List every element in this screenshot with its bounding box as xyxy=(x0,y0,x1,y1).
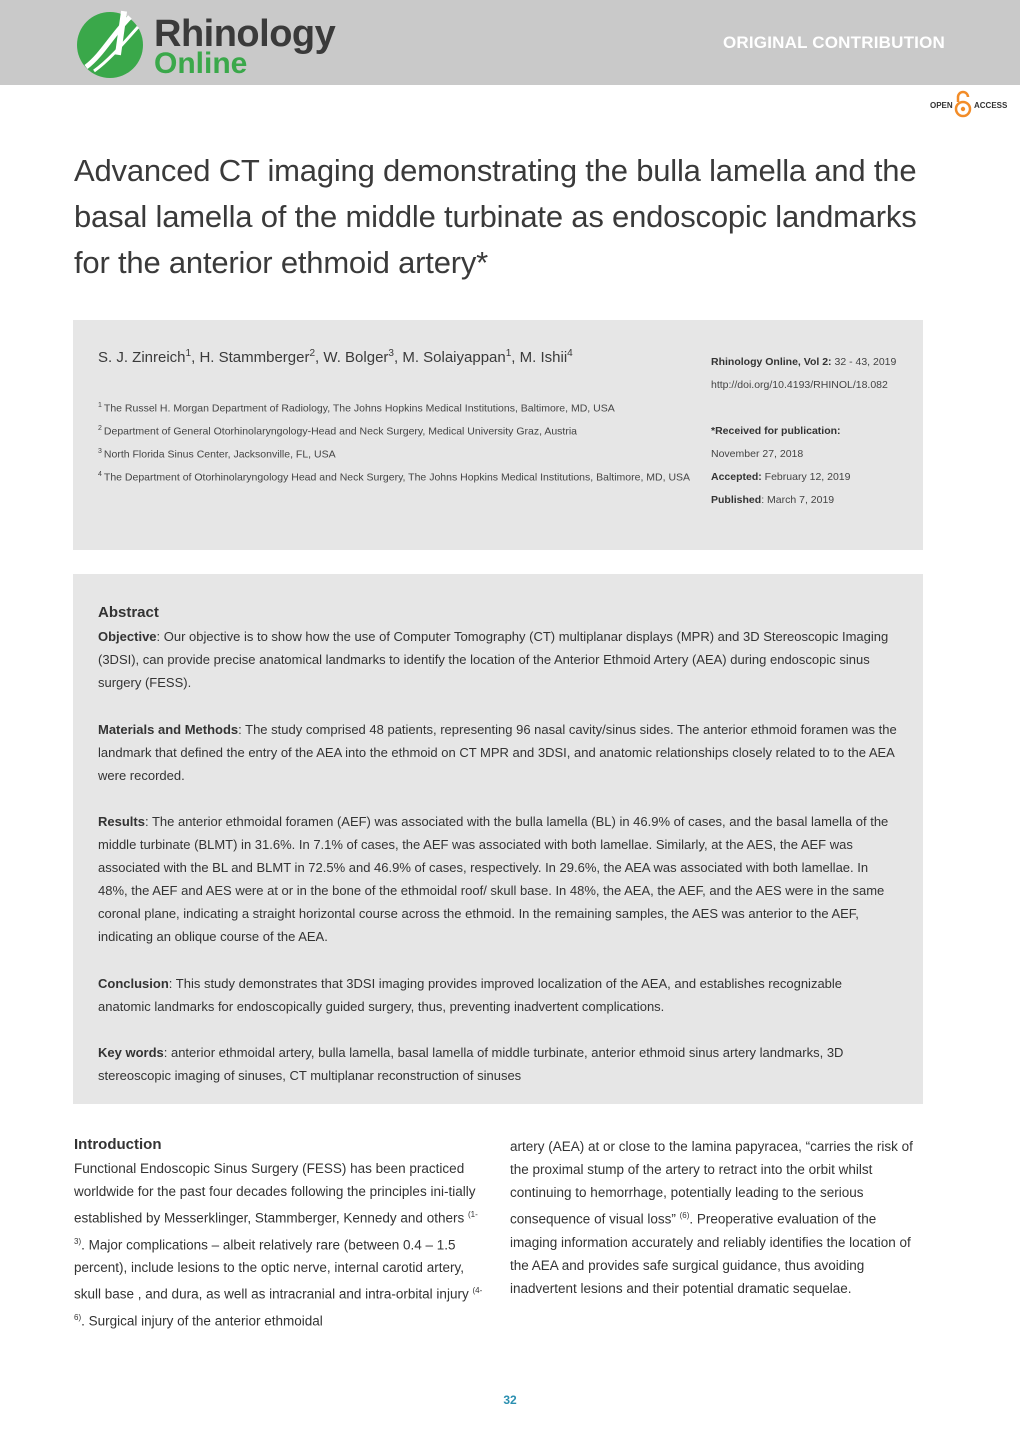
published-date: : March 7, 2019 xyxy=(761,494,835,506)
author-separator: , xyxy=(511,349,520,366)
author-affil-sup: 4 xyxy=(567,348,573,359)
intro-left-text-a: Functional Endoscopic Sinus Surgery (FESS) has been practiced worldwide for the past four decades following the principles ini-tially established by Messerklinger, Stammberger, Kennedy and others xyxy=(74,1161,476,1226)
affiliation-4 xyxy=(98,471,690,484)
received-label-text: *Received for publication: xyxy=(711,425,841,437)
author-name: S. J. Zinreich xyxy=(98,349,186,366)
journal-logo[interactable] xyxy=(72,5,362,81)
accepted-date: February 12, 2019 xyxy=(761,471,851,483)
affiliation-1 xyxy=(98,402,615,415)
open-lock-icon xyxy=(954,90,972,118)
published-label: Published xyxy=(711,494,762,506)
intro-paragraph-left xyxy=(74,1157,484,1332)
intro-right-text-b: . Preoperative evaluation of the imaging information accurately and reliably identifies the location of the AEA and provides safe surgical guidance, thus avoiding inadvertent lesions and their potential dramatic sequelae. xyxy=(510,1211,911,1296)
conclusion-label: Conclusion xyxy=(98,976,169,991)
author-affil-sup: 1 xyxy=(505,348,512,359)
author-name: M. Solaiyappan xyxy=(402,349,506,366)
published-line xyxy=(711,494,834,506)
header-bar xyxy=(0,0,1020,85)
abstract-methods xyxy=(98,718,898,787)
affiliation-text: Department of General Otorhinolaryngology-Head and Neck Surgery, Medical University Graz, Austria xyxy=(103,425,578,438)
abstract-box xyxy=(73,574,923,1104)
accepted-label: Accepted: xyxy=(711,471,762,483)
intro-left-text-c: . Surgical injury of the anterior ethmoidal xyxy=(81,1313,323,1328)
intro-right-text-a: artery (AEA) at or close to the lamina papyracea, “carries the risk of the proximal stump of the artery to retract into the orbit whilst continuing to hemorrhage, potentially leading to the serious consequence of visual loss” xyxy=(510,1139,913,1227)
abstract-conclusion xyxy=(98,972,898,1018)
abstract-keywords xyxy=(98,1041,898,1087)
page-number: 32 xyxy=(503,1393,517,1407)
logo-word-online: Online xyxy=(154,47,248,80)
journal-name: Rhinology Online, Vol 2: xyxy=(711,356,832,368)
received-date: November 27, 2018 xyxy=(711,448,804,460)
abstract-objective xyxy=(98,625,898,694)
author-name: M. Ishii xyxy=(519,349,568,366)
open-access-right-text: ACCESS xyxy=(974,101,1008,110)
section-label: ORIGINAL CONTRIBUTION xyxy=(722,33,945,52)
intro-heading: Introduction xyxy=(74,1136,162,1153)
citation-sup: (6) xyxy=(679,1211,690,1220)
affiliation-text: North Florida Sinus Center, Jacksonville, FL, USA xyxy=(103,448,336,461)
citation-sup: (4-6) xyxy=(74,1286,483,1322)
journal-citation xyxy=(711,356,896,368)
affiliation-number: 3 xyxy=(98,448,102,455)
author-separator: , xyxy=(393,349,403,366)
affiliation-2 xyxy=(98,425,577,438)
author-name: H. Stammberger xyxy=(199,349,310,366)
results-label: Results xyxy=(98,814,145,829)
author-name: W. Bolger xyxy=(323,349,389,366)
intro-paragraph-right xyxy=(510,1135,920,1300)
journal-pages: 32 - 43, 2019 xyxy=(831,356,897,368)
author-affil-sup: 3 xyxy=(388,348,394,359)
open-access-left-text: OPEN xyxy=(930,101,953,110)
author-affil-sup: 1 xyxy=(185,348,192,359)
author-separator: , xyxy=(191,349,200,366)
rhinology-logo-icon xyxy=(72,5,152,81)
intro-left-text-b: . Major complications – albeit relatively rare (between 0.4 – 1.5 percent), include lesions to the optic nerve, internal carotid artery, skull base , and dura, as well as intracranial and intra-orbital injury xyxy=(74,1237,473,1302)
intro-right-column xyxy=(510,1135,920,1300)
keywords-label: Key words xyxy=(98,1045,164,1060)
objective-text: : Our objective is to show how the use of Computer Tomography (CT) multiplanar displays (MPR) and 3D Stereoscopic Imaging (3DSI), can provide precise anatomical landmarks to identify the location of the Anterior Ethmoid Artery (AEA) during endoscopic sinus surgery (FESS). xyxy=(98,629,889,690)
open-access-badge xyxy=(926,90,1006,118)
intro-left-column xyxy=(74,1133,484,1332)
received-label xyxy=(711,425,841,437)
methods-label: Materials and Methods xyxy=(98,722,239,737)
citation-sup: (1-3) xyxy=(74,1210,478,1246)
author-affil-sup: 2 xyxy=(309,348,316,359)
affiliation-3 xyxy=(98,448,336,461)
author-info-box xyxy=(73,320,923,550)
abstract-heading: Abstract xyxy=(98,604,159,621)
author-list xyxy=(98,348,573,366)
objective-label: Objective xyxy=(98,629,157,644)
affiliation-text: The Department of Otorhinolaryngology Head and Neck Surgery, The Johns Hopkins Medical Institutions, Baltimore, MD, USA xyxy=(103,471,691,484)
accepted-line xyxy=(711,471,851,483)
methods-text: : The study comprised 48 patients, representing 96 nasal cavity/sinus sides. The anterior ethmoid foramen was the landmark that defined the entry of the AEA into the ethmoid on CT MPR and 3DSI, and anatomic relationships closely related to to the AEA were recorded. xyxy=(98,722,897,783)
abstract-results xyxy=(98,810,898,948)
keywords-text: : anterior ethmoidal artery, bulla lamella, basal lamella of middle turbinate, anterior ethmoid sinus artery landmarks, 3D stereoscopic imaging of sinuses, CT multiplanar reconstruction of sinuses xyxy=(98,1045,844,1083)
doi-link[interactable]: http://doi.org/10.4193/RHINOL/18.082 xyxy=(711,379,888,391)
conclusion-text: : This study demonstrates that 3DSI imaging provides improved localization of the AEA, and establishes recognizable anatomic landmarks for endoscopically guided surgery, thus, preventing inadvertent complications. xyxy=(98,976,843,1014)
affiliation-number: 4 xyxy=(98,471,102,478)
logo-word-rhinology: Rhinology xyxy=(154,13,336,55)
article-title: Advanced CT imaging demonstrating the bulla lamella and the basal lamella of the middle turbinate as endoscopic landmarks for the anterior ethmoid artery* xyxy=(74,153,917,280)
affiliation-number: 1 xyxy=(98,402,102,409)
affiliation-number: 2 xyxy=(98,425,102,432)
results-text: : The anterior ethmoidal foramen (AEF) was associated with the bulla lamella (BL) in 46.9% of cases, and the basal lamella of the middle turbinate (BLMT) in 31.6%. In 7.1% of cases, the AEF was associated with both lamellae. Similarly, at the AES, the AEF was associated with the BL and BLMT in 72.5% and 46.9% of cases, respectively. In 29.6%, the AEA was associated with both lamellae. In 48%, the AEF and AES were at or in the bone of the ethmoidal roof/ skull base. In 48%, the AEA, the AEF, and the AES were in the same coronal plane, indicating a straight horizontal course across the ethmoid. In the remaining samples, the AES was anterior to the AEF, indicating an oblique course of the AEA. xyxy=(98,814,889,944)
affiliation-text: The Russel H. Morgan Department of Radiology, The Johns Hopkins Medical Institutions, Baltimore, MD, USA xyxy=(103,402,615,415)
author-separator: , xyxy=(315,349,324,366)
